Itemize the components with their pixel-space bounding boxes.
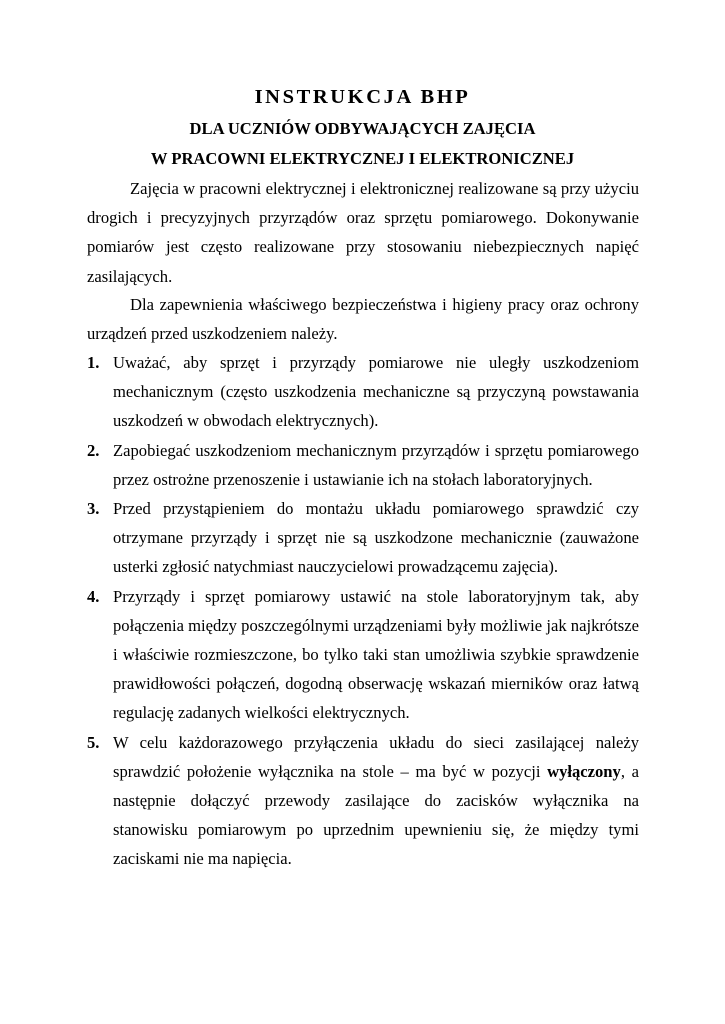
intro-paragraph: Zajęcia w pracowni elektrycznej i elektronicznej realizowane są przy użyciu drogich i precyzyjnych przyrządów oraz sprzętu pomiarowego. Dokonywanie pomiarów jest często realizowane przy stosowaniu niebezpiecznych napięć zasilających. — [87, 179, 639, 286]
list-item-text: Przyrządy i sprzęt pomiarowy ustawić na stole laboratoryjnym tak, aby połączenia między poszczególnymi urządzeniami były możliwie jak najkrótsze i właściwie rozmieszczone, bo tylko taki stan umożliwia szybkie sprawdzenie prawidłowości połączeń, dogodną obserwację wskazań mierników oraz łatwą regulację zadanych wielkości elektrycznych. — [113, 586, 639, 723]
document-title: INSTRUKCJA BHP — [254, 86, 471, 108]
rules-list — [87, 348, 639, 874]
list-item-text-after: , a następnie dołączyć przewody zasilające do zacisków wyłącznika na stanowisku pomiarowym po uprzednim upewnieniu się, że między tymi zaciskami nie ma napięcia. — [113, 761, 639, 869]
switch-state-emphasis: wyłączony — [547, 761, 621, 781]
requirements-paragraph: Dla zapewnienia właściwego bezpieczeństwa i higieny pracy oraz ochrony urządzeń przed uszkodzeniem należy. — [87, 295, 639, 344]
list-item — [87, 582, 639, 728]
list-item-text-before: W celu każdorazowego przyłączenia układu do sieci zasilającej należy sprawdzić położenie wyłącznika na stole – ma być w pozycji — [113, 732, 639, 781]
document-subtitle-line2: W PRACOWNI ELEKTRYCZNEJ I ELEKTRONICZNEJ — [150, 149, 575, 168]
list-item-number: 4. — [87, 586, 100, 606]
list-item-number: 1. — [87, 353, 100, 372]
list-item-number: 3. — [87, 499, 100, 519]
list-item-text: Uważać, aby sprzęt i przyrządy pomiarowe nie uległy uszkodzeniom mechanicznym (często uszkodzenia mechaniczne są przyczyną powstawania uszkodzeń w obwodach elektrycznych). — [113, 353, 639, 431]
list-item-number: 2. — [87, 440, 100, 460]
document-subtitle-line1: DLA UCZNIÓW ODBYWAJĄCYCH ZAJĘCIA — [189, 119, 536, 138]
list-item-text: Przed przystąpieniem do montażu układu pomiarowego sprawdzić czy otrzymane przyrządy i sprzęt nie są uszkodzone mechanicznie (zauważone usterki zgłosić natychmiast nauczycielowi prowadzącemu zajęcia). — [113, 499, 639, 577]
list-item — [87, 494, 639, 582]
list-item — [87, 436, 639, 494]
list-item-number: 5. — [87, 732, 100, 752]
list-item — [87, 348, 639, 436]
list-item — [87, 728, 639, 874]
list-item-text: Zapobiegać uszkodzeniom mechanicznym przyrządów i sprzętu pomiarowego przez ostrożne przenoszenie i ustawianie ich na stołach laboratoryjnych. — [113, 440, 639, 489]
